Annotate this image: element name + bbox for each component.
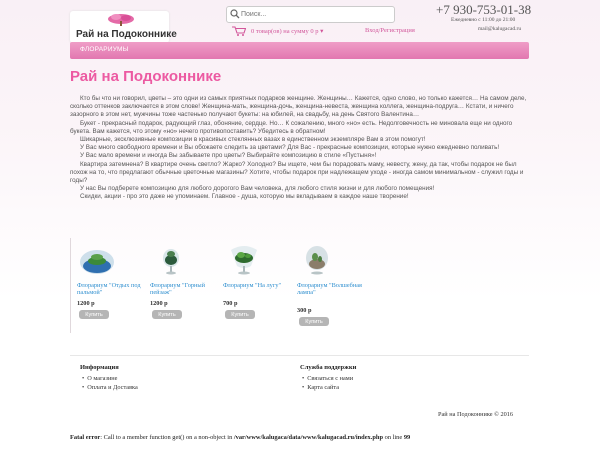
intro-text — [70, 95, 532, 202]
intro-paragraph: Шикарные, эксклюзивные композиции в красивых стеклянных вазах в единственном экземпляре Вам в этом помогут! — [80, 136, 426, 144]
search-icon[interactable] — [230, 9, 240, 19]
product-list — [70, 238, 533, 333]
florarium-meadow-image[interactable] — [223, 244, 263, 276]
footer — [70, 355, 529, 431]
buy-button[interactable]: Купить — [225, 310, 255, 319]
search-box[interactable] — [226, 6, 395, 23]
intro-paragraph: Букет - прекрасный подарок, радующий глаз, обоняние, сердце. Но… К сожалению, много «но» есть. Недолговечность не миновала еще ни одного букета. Вам кажется, что этому «но» нечего противопоставить? Убедитесь в обратном! — [70, 119, 513, 135]
buy-button[interactable]: Купить — [299, 317, 329, 326]
cart-summary[interactable] — [251, 27, 323, 35]
intro-paragraph: Кто бы что ни говорил, цветы – это одни из самых приятных подарков женщине. Женщины… Кажется, одно слово, но только кажется… На самом деле, сколько оттенков заключается в этом слове! Женщина-мать, женщина-дочь, женщина-невеста, женщина коллега, женщина-подруга… Кстати, и ничего зазорного в этом нет, мужчины тоже частенько получают букеты: на юбилей, на свадьбу, на день Святого Валентина… — [70, 95, 527, 119]
footer-link-about[interactable]: • О магазине — [88, 375, 138, 382]
footer-link-payment-delivery[interactable]: • Оплата и Доставка — [88, 384, 138, 391]
error-path: /var/www/kalugaca/data/www/kalugacad.ru/index.php — [233, 434, 384, 441]
opening-hours: Ежедневно с 11:00 до 21:00 — [451, 17, 516, 23]
nav-item-florariums[interactable]: ФЛОРАРИУМЫ — [80, 46, 129, 53]
buy-button[interactable]: Купить — [152, 310, 182, 319]
product-name-link[interactable]: Флорариум "Волшебная лампа" — [297, 282, 362, 297]
phone-number: +7 930-753-01-38 — [436, 2, 532, 17]
product-price: 700 р — [223, 300, 238, 307]
florarium-palm-image[interactable] — [77, 244, 117, 276]
buy-button[interactable]: Купить — [79, 310, 109, 319]
error-label: Fatal error — [70, 434, 101, 441]
product-price: 300 р — [297, 307, 312, 314]
product-name-link[interactable]: Флорариум "Отдых под пальмой" — [77, 282, 141, 297]
logo-text: Рай на Подоконнике — [76, 29, 177, 40]
site-logo[interactable] — [70, 11, 177, 43]
footer-info-title: Информация — [80, 364, 119, 371]
tree-logo-icon — [106, 13, 136, 27]
error-line-text: on line — [383, 434, 404, 441]
footer-link-sitemap[interactable]: • Карта сайта — [308, 384, 356, 391]
cart-icon[interactable] — [232, 26, 246, 36]
php-error-message — [70, 434, 410, 441]
search-input[interactable] — [241, 7, 389, 21]
product-name-link[interactable]: Флорариум "На лугу" — [223, 282, 282, 289]
intro-paragraph: У Вас мало времени и иногда Вы забываете про цветы? Выбирайте композицию в стиле «Пустыня»! — [80, 152, 377, 160]
product-price: 1200 р — [150, 300, 168, 307]
footer-info-column — [80, 364, 138, 393]
page-title: Рай на Подоконнике — [70, 68, 222, 85]
product-name-link[interactable]: Флорариум "Горный пейзаж" — [150, 282, 205, 297]
intro-paragraph: У нас Вы подберете композицию для любого дорогого Вам человека, для любого стиля жизни и для любого помещения! — [80, 185, 435, 193]
login-register-link[interactable]: Вход/Регистрация — [365, 27, 415, 34]
intro-paragraph: У Вас много свободного времени и Вы обожаете следить за цветами? Для Вас - прекрасные композиции, которые нужно ежедневно поливать! — [80, 144, 500, 152]
florarium-lamp-image[interactable] — [297, 244, 337, 276]
product-price: 1200 р — [77, 300, 95, 307]
cart-summary-text: 0 товар(ов) на сумму 0 р — [251, 28, 319, 35]
intro-paragraph: Квартира затемнена? В квартире очень светло? Жарко? Холодно? Вы ищете, чем бы порадовать маму, невесту, жену, да так, чтобы подарок не был похож на то, что предлагают обычные цветочные магазины? Хотите, чтобы подарок при надлежащем уходе - иногда самом минимальном - служил годы и годы? — [70, 160, 524, 185]
chevron-down-icon: ▾ — [320, 28, 324, 35]
error-text: : Call to a member function get() on a non-object in — [100, 434, 234, 441]
florarium-mountain-image[interactable] — [150, 244, 190, 276]
main-nav — [70, 42, 529, 59]
footer-link-contact[interactable]: • Связаться с нами — [308, 375, 356, 382]
intro-paragraph: Скидки, акции - про это даже не упоминаем. Главное - душа, которую мы вкладываем в каждое наше творение! — [80, 193, 409, 201]
email-link[interactable]: mail@kalugacad.ru — [478, 26, 522, 32]
error-line-number: 99 — [403, 434, 411, 441]
footer-support-column — [300, 364, 356, 393]
copyright: Рай на Подоконнике © 2016 — [438, 411, 514, 418]
footer-support-title: Служба поддержки — [300, 364, 357, 371]
